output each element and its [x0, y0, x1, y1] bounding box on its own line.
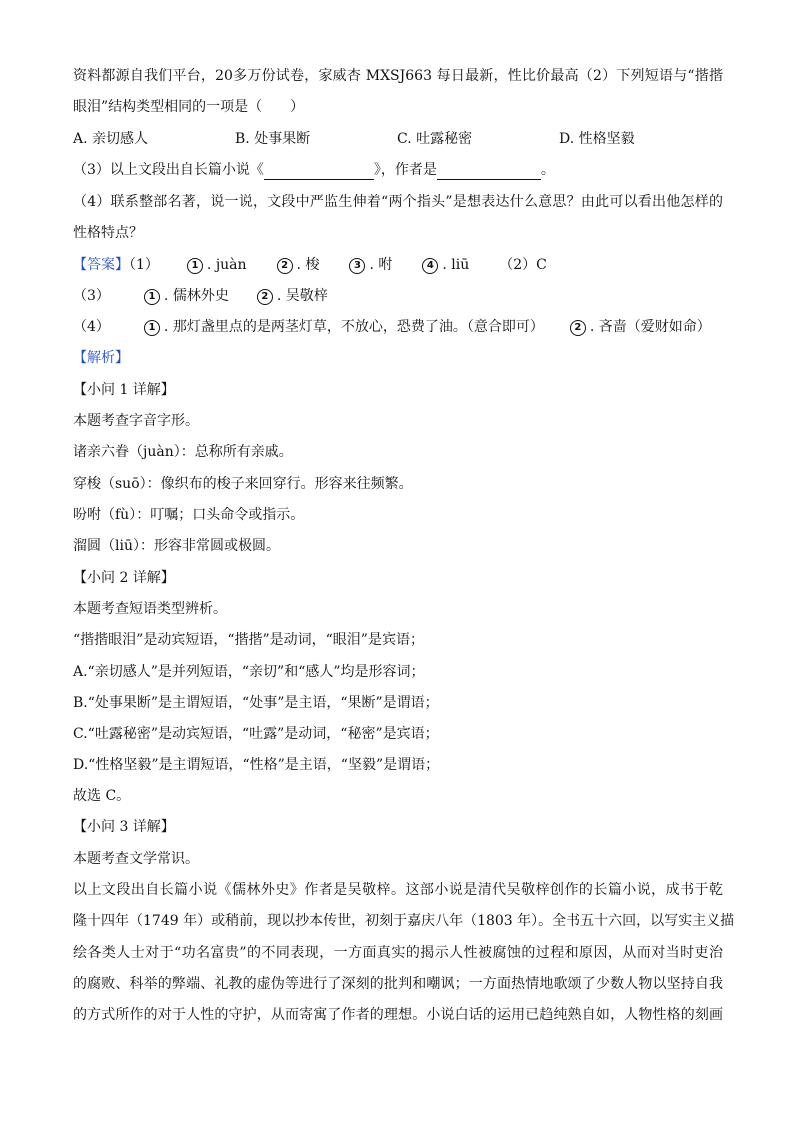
- section-2-line: A.“亲切感人”是并列短语，“亲切”和“感人”均是形容词；: [73, 664, 425, 680]
- answer-item: [349, 257, 392, 273]
- answer-item-text: . juàn: [206, 257, 247, 273]
- circled-number: 1: [187, 258, 203, 274]
- answer-item-text: . 咐: [369, 257, 393, 273]
- q2-line-2: 眼泪”结构类型相同的一项是（ ）: [73, 99, 305, 115]
- answer-row1-prefix: （1）: [129, 257, 159, 273]
- answer-item: [570, 319, 711, 335]
- q3-middle: 》，作者是: [373, 162, 437, 178]
- q4-line-2: 性格特点？: [73, 225, 143, 241]
- section-2-line: B.“处事果断”是主谓短语，“处事”是主语，“果断”是谓语；: [73, 695, 439, 711]
- answer-item-text: . 那灯盏里点的是两茎灯草，不放心，恐费了油。（意合即可）: [163, 319, 544, 335]
- answer-item-text: . 儒林外史: [163, 288, 229, 304]
- answer-row1-suffix: （2）C: [499, 257, 547, 273]
- section-1-line: 吩咐（fù）：叮嘱；口头命令或指示。: [73, 507, 305, 523]
- section-2-title: 【小问 2 详解】: [73, 570, 175, 586]
- answer-item: [277, 257, 320, 273]
- answer-item-text: . 吝啬（爱财如命）: [589, 319, 711, 335]
- option-b: B. 处事果断: [235, 131, 311, 147]
- answer-row-1: [73, 255, 547, 275]
- circled-number: 1: [144, 320, 160, 336]
- answer-item-text: . liū: [442, 257, 470, 273]
- answer-item: [257, 288, 328, 304]
- option-c: C. 吐露秘密: [397, 131, 473, 147]
- q3-suffix: 。: [540, 162, 555, 178]
- q2-options: [73, 129, 723, 149]
- circled-number: 2: [570, 320, 586, 336]
- section-2-line: D.“性格坚毅”是主谓短语，“性格”是主语，“坚毅”是谓语；: [73, 757, 440, 773]
- circled-number: 1: [144, 289, 160, 305]
- answer-item: [187, 257, 247, 273]
- q3-prefix: （3）以上文段出自长篇小说《: [73, 162, 264, 178]
- circled-number: 3: [349, 258, 365, 274]
- section-1-title: 【小问 1 详解】: [73, 382, 175, 398]
- answer-label: 【答案】: [73, 257, 129, 273]
- section-2-line: 故选 C。: [73, 788, 131, 804]
- circled-number: 4: [422, 258, 438, 274]
- answer-row2-prefix: （3）: [73, 288, 110, 304]
- section-1-line: 穿梭（suō）：像织布的梭子来回穿行。形容来往频繁。: [73, 476, 413, 492]
- section-3-paragraph-line: 的方式所作的对于人性的守护，从而寄寓了作者的理想。小说白话的运用已趋纯熟自如，人物性格的刻画: [73, 1007, 723, 1023]
- section-2-line: “揩揩眼泪”是动宾短语，“揩揩”是动词，“眼泪”是宾语；: [73, 632, 424, 648]
- analysis-label: 【解析】: [73, 350, 129, 366]
- answer-row-3: [73, 317, 711, 337]
- answer-row-2: [73, 286, 328, 306]
- section-3-paragraph-line: 隆十四年（1749 年）或稍前，现以抄本传世，初刻于嘉庆八年（1803 年）。全书五十六回，以写实主义描: [73, 913, 735, 929]
- answer-item-text: . 吴敬梓: [276, 288, 328, 304]
- section-3-line: 本题考查文学常识。: [73, 851, 199, 867]
- option-a: A. 亲切感人: [73, 131, 149, 147]
- q3-blank-author: [437, 163, 541, 180]
- option-d: D. 性格坚毅: [559, 131, 635, 147]
- q3-line: [73, 160, 555, 180]
- q2-line-1: 资料都源自我们平台，20多万份试卷，家威杏 MXSJ663 每日最新，性比价最高（2）下列短语与“揩揩: [73, 68, 723, 84]
- section-3-title: 【小问 3 详解】: [73, 819, 175, 835]
- answer-item: [422, 257, 469, 273]
- section-1-line: 溜圆（liū）：形容非常圆或极圆。: [73, 538, 280, 554]
- circled-number: 2: [257, 289, 273, 305]
- section-2-line: C.“吐露秘密”是动宾短语，“吐露”是动词，“秘密”是宾语；: [73, 726, 439, 742]
- circled-number: 2: [277, 258, 293, 274]
- section-3-paragraph-line: 以上文段出自长篇小说《儒林外史》作者是吴敬梓。这部小说是清代吴敬梓创作的长篇小说，成书于乾: [73, 882, 723, 898]
- section-3-paragraph-line: 绘各类人士对于“功名富贵”的不同表现，一方面真实的揭示人性被腐蚀的过程和原因，从而对当时吏治: [73, 945, 723, 961]
- q3-blank-title: [264, 163, 374, 180]
- section-3-paragraph-line: 的腐败、科举的弊端、礼教的虚伪等进行了深刻的批判和嘲讽；一方面热情地歌颂了少数人物以坚持自我: [73, 976, 723, 992]
- section-1-line: 诸亲六眷（juàn）：总称所有亲戚。: [73, 444, 293, 460]
- answer-item: [144, 288, 229, 304]
- q4-line-1: （4）联系整部名著，说一说，文段中严监生伸着“两个指头”是想表达什么意思？由此可以看出他怎样的: [73, 194, 723, 210]
- section-1-line: 本题考查字音字形。: [73, 413, 199, 429]
- answer-item: [144, 319, 544, 335]
- answer-row3-prefix: （4）: [73, 319, 110, 335]
- answer-item-text: . 梭: [296, 257, 320, 273]
- section-2-line: 本题考查短语类型辨析。: [73, 601, 227, 617]
